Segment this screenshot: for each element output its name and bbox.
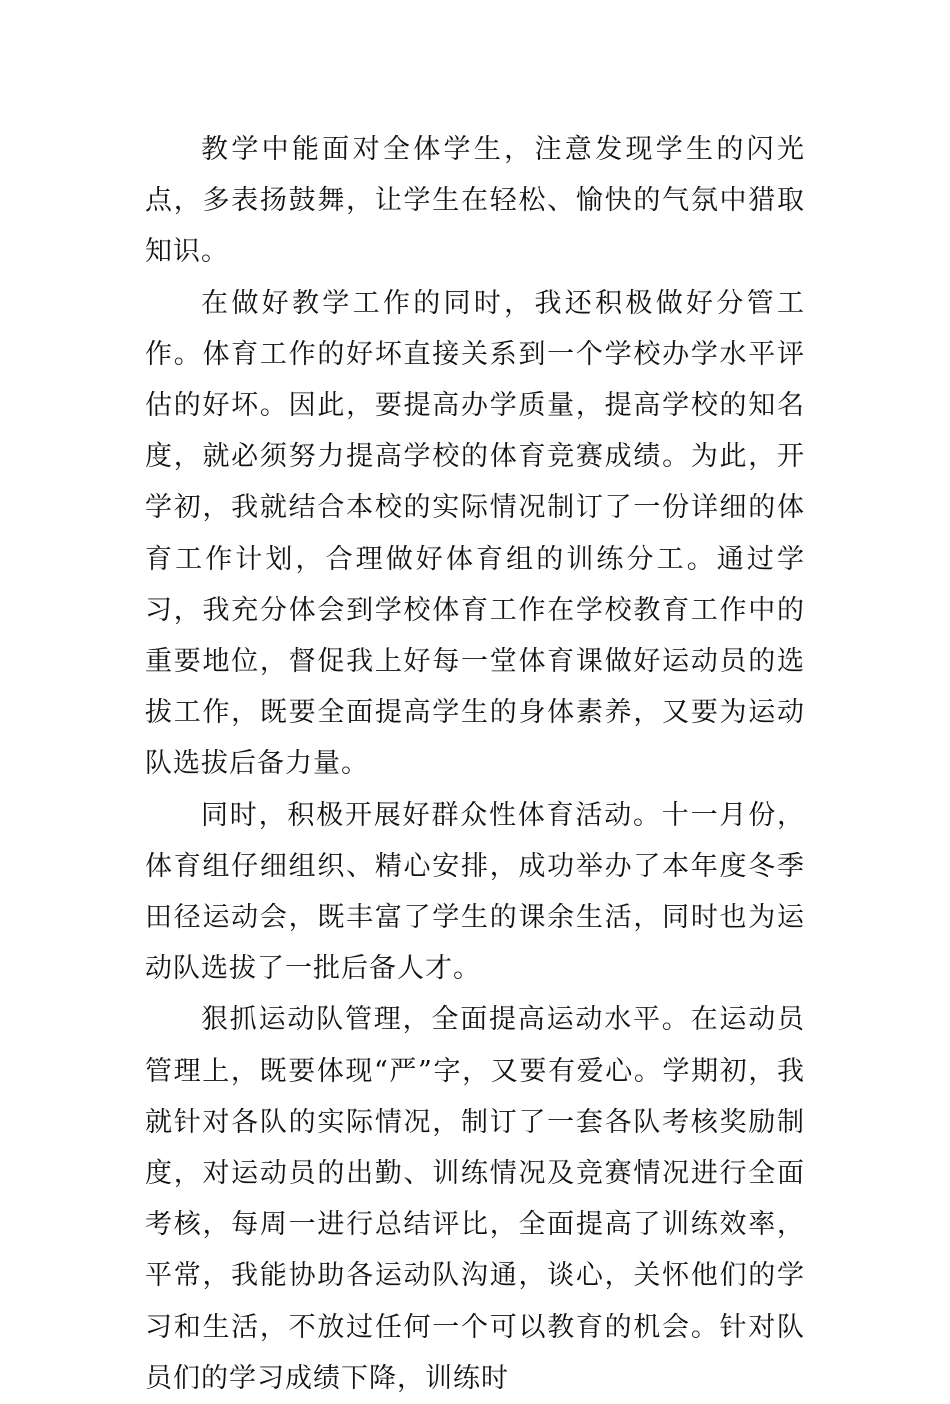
paragraph-1: 教学中能面对全体学生，注意发现学生的闪光点，多表扬鼓舞，让学生在轻松、愉快的气氛中猎取知识。: [145, 134, 805, 268]
paragraph-4: 狠抓运动队管理，全面提高运动水平。在运动员管理上，既要体现“严”字，又要有爱心。学期初，我就针对各队的实际情况，制订了一套各队考核奖励制度，对运动员的出勤、训练情况及竞赛情况进行全面考核，每周一进行总结评比，全面提高了训练效率，平常，我能协助各运动队沟通，谈心，关怀他们的学习和生活，不放过任何一个可以教育的机会。针对队员们的学习成绩下降，训练时: [145, 1004, 805, 1394]
paragraph-3: 同时，积极开展好群众性体育活动。十一月份，体育组仔细组织、精心安排，成功举办了本年度冬季田径运动会，既丰富了学生的课余生活，同时也为运动队选拔了一批后备人才。: [145, 799, 805, 985]
paragraph-2: 在做好教学工作的同时，我还积极做好分管工作。体育工作的好坏直接关系到一个学校办学水平评估的好坏。因此，要提高办学质量，提高学校的知名度，就必须努力提高学校的体育竞赛成绩。为此，开学初，我就结合本校的实际情况制订了一份详细的体育工作计划，合理做好体育组的训练分工。通过学习，我充分体会到学校体育工作在学校教育工作中的重要地位，督促我上好每一堂体育课做好运动员的选拔工作，既要全面提高学生的身体素养，又要为运动队选拔后备力量。: [145, 287, 805, 780]
body-text: [145, 124, 805, 1404]
